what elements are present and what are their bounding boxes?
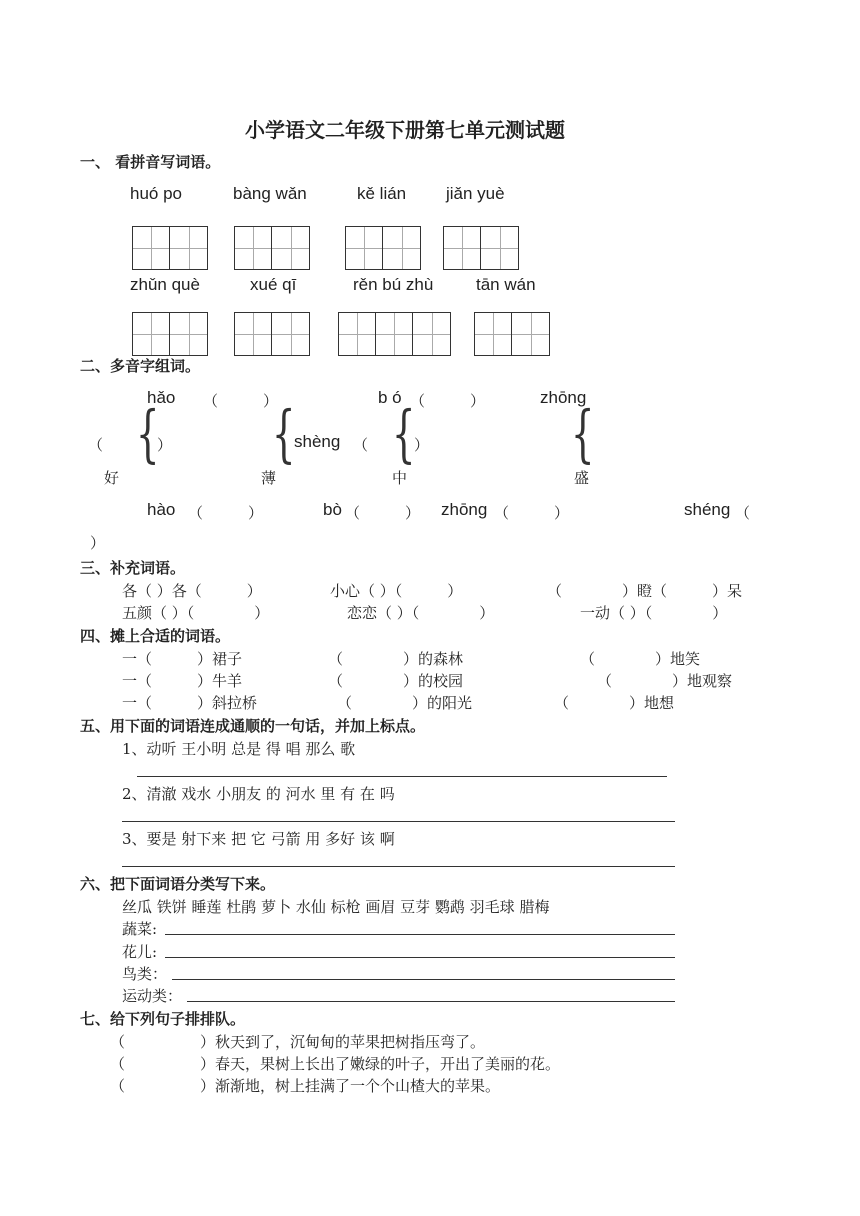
writing-grid[interactable] (443, 226, 519, 270)
pinyin-sheng2: shéng (684, 500, 731, 519)
fill-blank[interactable]: （ ）地笑 (580, 650, 701, 668)
writing-grid[interactable] (474, 312, 550, 356)
brace-icon: { (570, 397, 595, 470)
category-label: 花儿: (122, 943, 158, 961)
answer-line[interactable] (122, 866, 675, 867)
order-sentence[interactable]: （ ）秋天到了，沉甸甸的苹果把树指压弯了。 (110, 1033, 486, 1051)
answer-paren[interactable]: （ ） (494, 504, 570, 522)
idiom-blank[interactable]: 恋恋（ ）（ ） (347, 604, 495, 622)
paren-left: （ (735, 504, 751, 522)
section-2-heading: 二、多音字组词。 (80, 357, 201, 375)
pinyin-bo2: b ó (378, 388, 402, 407)
writing-grid[interactable] (338, 312, 451, 356)
answer-line[interactable] (137, 776, 667, 777)
pinyin-bo4: bò (323, 500, 342, 519)
pinyin-hao3: hǎo (147, 388, 176, 407)
writing-grid[interactable] (345, 226, 421, 270)
section-7-heading: 七、给下列句子排排队。 (80, 1010, 246, 1028)
fill-blank[interactable]: （ ）地想 (554, 694, 675, 712)
category-label: 鸟类： (122, 965, 168, 983)
pinyin-zhong1: zhōng (540, 388, 587, 407)
brace-icon: { (271, 397, 296, 470)
order-sentence[interactable]: （ ）春天，果树上长出了嫩绿的叶子，开出了美丽的花。 (110, 1055, 561, 1073)
page-title: 小学语文二年级下册第七单元测试题 (245, 118, 565, 142)
fill-blank[interactable]: 一（ ）斜拉桥 (122, 694, 258, 712)
idiom-blank[interactable]: 各（ ）各（ ） (122, 582, 262, 600)
word-list: 丝瓜 铁饼 睡莲 杜鹃 萝卜 水仙 标枪 画眉 豆芽 鹦鹉 羽毛球 腊梅 (122, 898, 550, 916)
answer-line[interactable] (187, 1001, 675, 1002)
paren-left: （ (88, 436, 104, 454)
fill-blank[interactable]: 一（ ）牛羊 (122, 672, 243, 690)
char-hao: 好 (104, 469, 120, 487)
pinyin-hao4: hào (147, 500, 176, 519)
answer-line[interactable] (165, 957, 675, 958)
pinyin-zhong4: zhōng (441, 500, 488, 519)
section-3-heading: 三、补充词语。 (80, 559, 186, 577)
writing-grid[interactable] (132, 312, 208, 356)
paren-right: ） (157, 436, 173, 454)
answer-paren[interactable]: （ ） (410, 392, 486, 410)
fill-blank[interactable]: （ ）的校园 (328, 672, 464, 690)
fill-blank[interactable]: （ ）的森林 (328, 650, 464, 668)
pinyin-huopo: huó po (130, 184, 182, 203)
writing-grid[interactable] (132, 226, 208, 270)
idiom-blank[interactable]: 一动（ ）（ ） (580, 604, 728, 622)
writing-grid[interactable] (234, 312, 310, 356)
char-zhong: 中 (392, 469, 408, 487)
idiom-blank[interactable]: （ ）瞪（ ）呆 (547, 582, 743, 600)
fill-blank[interactable]: 一（ ）裙子 (122, 650, 243, 668)
pinyin-bangwan: bàng wǎn (233, 184, 307, 203)
section-6-heading: 六、把下面词语分类写下来。 (80, 875, 276, 893)
order-sentence[interactable]: （ ）渐渐地，树上挂满了一个个山楂大的苹果。 (110, 1077, 501, 1095)
answer-line[interactable] (122, 821, 675, 822)
answer-paren[interactable]: （ ） (203, 392, 279, 410)
sentence-words: 3、要是 射下来 把 它 弓箭 用 多好 该 啊 (122, 830, 395, 848)
sentence-words: 1、动听 王小明 总是 得 唱 那么 歌 (122, 740, 356, 758)
pinyin-jianyue: jiǎn yuè (446, 184, 505, 203)
fill-blank[interactable]: （ ）地观察 (597, 672, 733, 690)
idiom-blank[interactable]: 五颜（ ）（ ） (122, 604, 270, 622)
section-4-heading: 四、摊上合适的词语。 (80, 627, 231, 645)
idiom-blank[interactable]: 小心（ ）（ ） (330, 582, 463, 600)
fill-blank[interactable]: （ ）的阳光 (337, 694, 473, 712)
pinyin-kelian: kě lián (357, 184, 407, 203)
answer-line[interactable] (165, 934, 675, 935)
section-1-heading: 一、 看拼音写词语。 (80, 153, 221, 171)
category-label: 蔬菜: (122, 920, 158, 938)
pinyin-zhunque: zhǔn què (130, 275, 200, 294)
char-bo: 薄 (261, 469, 277, 487)
paren-right: ） (414, 436, 430, 454)
category-label: 运动类： (122, 987, 183, 1005)
sentence-words: 2、清澈 戏水 小朋友 的 河水 里 有 在 吗 (122, 785, 395, 803)
paren-left: （ (353, 436, 369, 454)
answer-paren[interactable]: （ ） (345, 504, 421, 522)
pinyin-renbuzhu: rěn bú zhù (353, 275, 434, 294)
section-5-heading: 五、用下面的词语连成通顺的一句话，并加上标点。 (80, 717, 426, 735)
answer-line[interactable] (172, 979, 675, 980)
pinyin-xueqi: xué qī (250, 275, 297, 294)
pinyin-tanwan: tān wán (476, 275, 536, 294)
paren-right: ） (90, 534, 106, 552)
brace-icon: { (135, 397, 160, 470)
writing-grid[interactable] (234, 226, 310, 270)
pinyin-sheng4: shèng (294, 432, 341, 451)
char-sheng: 盛 (574, 469, 590, 487)
answer-paren[interactable]: （ ） (188, 504, 264, 522)
brace-icon: { (391, 397, 416, 470)
